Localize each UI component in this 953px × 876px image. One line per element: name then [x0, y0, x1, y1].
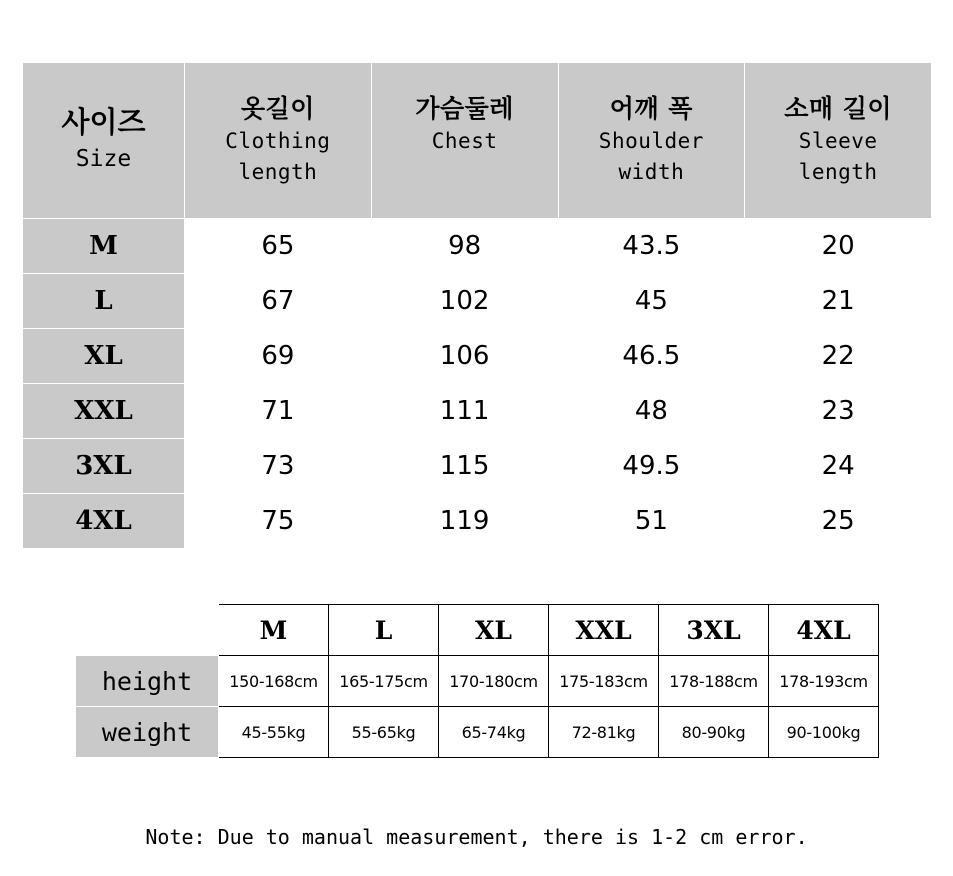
row-size-label: L — [23, 274, 185, 329]
hw-row-height — [76, 656, 879, 707]
cell-shoulder-width: 45 — [558, 274, 745, 329]
cell-chest: 106 — [371, 329, 558, 384]
cell-clothing-length: 65 — [185, 219, 372, 274]
cell-clothing-length: 67 — [185, 274, 372, 329]
row-size-label: 3XL — [23, 439, 185, 494]
header-cell-sleeve-length — [745, 63, 932, 219]
hw-row-label-height: height — [76, 656, 219, 707]
table-row — [23, 439, 932, 494]
cell-shoulder-width: 49.5 — [558, 439, 745, 494]
cell-sleeve-length: 20 — [745, 219, 932, 274]
hw-header-l: L — [329, 605, 439, 656]
hw-height-l: 165-175cm — [329, 656, 439, 707]
hw-height-m: 150-168cm — [219, 656, 329, 707]
table-header-row — [23, 63, 932, 219]
hw-height-xxl: 175-183cm — [549, 656, 659, 707]
cell-chest: 119 — [371, 494, 558, 549]
header-chest-en2 — [372, 157, 558, 189]
row-size-label: M — [23, 219, 185, 274]
header-clothing-length-kr: 옷길이 — [240, 94, 315, 124]
cell-clothing-length: 69 — [185, 329, 372, 384]
header-sleeve-length-en2: length — [798, 160, 878, 185]
size-table-body — [23, 219, 932, 549]
hw-weight-4xl: 90-100kg — [769, 707, 879, 758]
header-shoulder-width-en1: Shoulder — [598, 128, 704, 153]
cell-clothing-length: 73 — [185, 439, 372, 494]
height-weight-table — [75, 604, 878, 758]
cell-shoulder-width: 51 — [558, 494, 745, 549]
cell-sleeve-length: 24 — [745, 439, 932, 494]
header-cell-size — [23, 63, 185, 219]
hw-row-weight — [76, 707, 879, 758]
header-cell-shoulder-width — [558, 63, 745, 219]
hw-corner-cell — [76, 605, 219, 656]
hw-height-4xl: 178-193cm — [769, 656, 879, 707]
hw-header-row — [76, 605, 879, 656]
size-table-header — [23, 63, 932, 219]
size-chart-table — [22, 62, 931, 549]
hw-weight-l: 55-65kg — [329, 707, 439, 758]
header-shoulder-width-kr: 어깨 폭 — [609, 94, 693, 124]
header-clothing-length-en2: length — [238, 160, 318, 185]
hw-table — [75, 604, 879, 758]
hw-header-3xl: 3XL — [659, 605, 769, 656]
hw-header-xxl: XXL — [549, 605, 659, 656]
hw-weight-3xl: 80-90kg — [659, 707, 769, 758]
cell-chest: 115 — [371, 439, 558, 494]
cell-shoulder-width: 46.5 — [558, 329, 745, 384]
cell-sleeve-length: 23 — [745, 384, 932, 439]
header-chest-en1: Chest — [431, 128, 498, 153]
cell-sleeve-length: 22 — [745, 329, 932, 384]
cell-clothing-length: 71 — [185, 384, 372, 439]
header-size-kr: 사이즈 — [61, 105, 146, 140]
header-chest-kr: 가슴둘레 — [415, 94, 514, 124]
measurement-note: Note: Due to manual measurement, there is 1-2 cm error. — [145, 825, 808, 849]
cell-chest: 102 — [371, 274, 558, 329]
table-row — [23, 384, 932, 439]
cell-chest: 111 — [371, 384, 558, 439]
hw-header-xl: XL — [439, 605, 549, 656]
cell-chest: 98 — [371, 219, 558, 274]
row-size-label: XXL — [23, 384, 185, 439]
cell-sleeve-length: 21 — [745, 274, 932, 329]
hw-height-3xl: 178-188cm — [659, 656, 769, 707]
row-size-label: XL — [23, 329, 185, 384]
table-row — [23, 274, 932, 329]
hw-row-label-weight: weight — [76, 707, 219, 758]
header-cell-chest — [371, 63, 558, 219]
hw-weight-xxl: 72-81kg — [549, 707, 659, 758]
cell-shoulder-width: 43.5 — [558, 219, 745, 274]
table-row — [23, 329, 932, 384]
cell-clothing-length: 75 — [185, 494, 372, 549]
header-sleeve-length-kr: 소매 길이 — [784, 94, 893, 124]
header-shoulder-width-en2: width — [618, 160, 685, 185]
hw-height-xl: 170-180cm — [439, 656, 549, 707]
header-sleeve-length-en1: Sleeve — [798, 128, 878, 153]
table-row — [23, 494, 932, 549]
header-cell-clothing-length — [185, 63, 372, 219]
table-row — [23, 219, 932, 274]
hw-weight-xl: 65-74kg — [439, 707, 549, 758]
hw-header-4xl: 4XL — [769, 605, 879, 656]
row-size-label: 4XL — [23, 494, 185, 549]
hw-weight-m: 45-55kg — [219, 707, 329, 758]
hw-header-m: M — [219, 605, 329, 656]
cell-shoulder-width: 48 — [558, 384, 745, 439]
header-clothing-length-en1: Clothing — [225, 128, 331, 153]
header-size-en: Size — [75, 146, 132, 173]
cell-sleeve-length: 25 — [745, 494, 932, 549]
size-table — [22, 62, 932, 549]
